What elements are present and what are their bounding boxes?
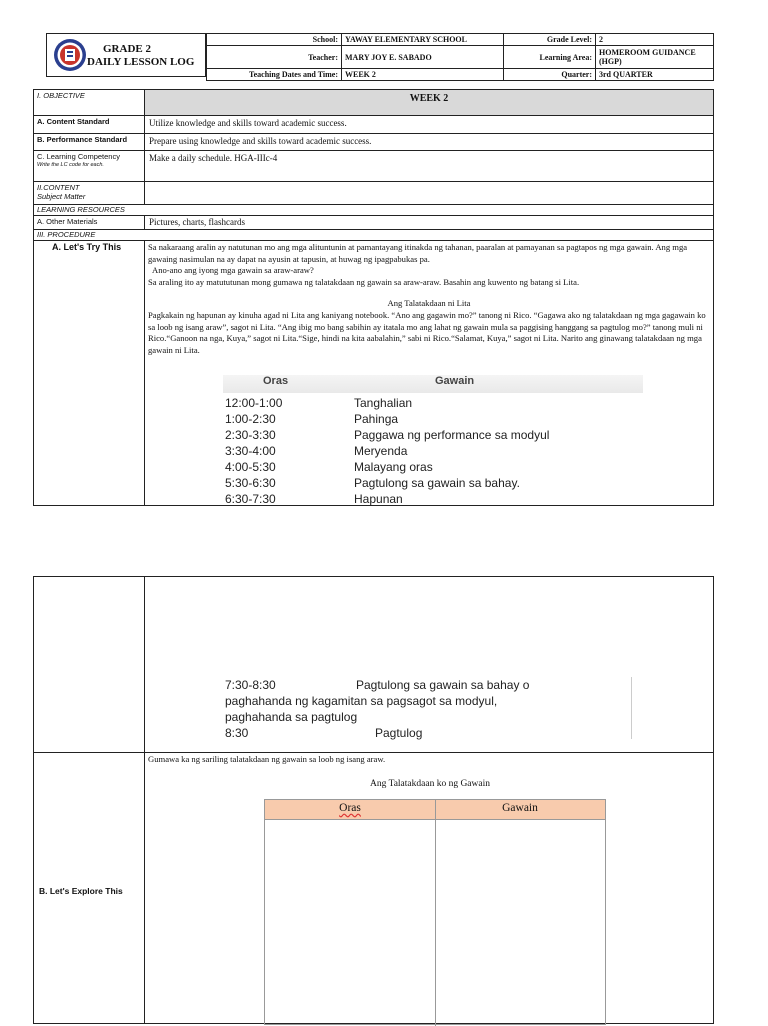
other-materials-label-cell: A. Other Materials — [33, 215, 145, 230]
content-label-cell: II.CONTENT Subject Matter — [33, 181, 145, 205]
schedule-tasks — [354, 395, 644, 506]
quarter-value: 3rd QUARTER — [596, 69, 714, 81]
schedule-task: Meryenda — [354, 444, 408, 458]
objective-label-cell: I. OBJECTIVE — [33, 89, 145, 116]
school-label: School: — [207, 34, 342, 46]
lets-try-question: Ano-ano ang iyong mga gawain sa araw-araw? — [152, 265, 314, 276]
schedule-head-time: Oras — [263, 375, 289, 387]
teacher-value: MARY JOY E. SABADO — [342, 46, 504, 69]
content-standard-label-cell: A. Content Standard — [33, 115, 145, 134]
schedule-time: 4:00-5:30 — [225, 460, 276, 474]
grade-level-label: Grade Level: — [504, 34, 596, 46]
schedule-time: 6:30-7:30 — [225, 492, 276, 506]
schedule-task-evening: Pagtulong sa gawain sa bahay o — [356, 678, 530, 692]
explore-head-task: Gawain — [502, 802, 538, 814]
story-text: Pagkakain ng hapunan ay kinuha agad ni Lita ang kaniyang notebook. “Ano ang gagawin mo?” tanong ni Rico. “Gagawa ako ng talatakdaan ng mga gagawain ko sa loob ng isang araw”, sagot ni Lita. “Ang ibig mo bang sabihin ay itatala mo ang lahat ng gawain mula sa paggising hanggang sa pagtulog mo?” tanong muli ni Rico.“Ganoon na nga, Kuya,” sagot ni Lita.“Sige, hindi na kita aabalahin,” sabi ni Rico.“Salamat, Kuya,” sagot ni Lita. Narito ang ginawang talatakdaan ng mga gawain ni Lita. — [148, 309, 706, 355]
lets-explore-label-cell: B. Let's Explore This — [33, 752, 145, 1024]
schedule-time: 1:00-2:30 — [225, 412, 276, 426]
deped-seal-icon — [53, 38, 87, 72]
schedule-continued — [225, 677, 635, 741]
other-materials-value-cell: Pictures, charts, flashcards — [144, 215, 714, 230]
schedule-task-evening-3: paghahanda sa pagtulog — [225, 710, 358, 724]
learning-area-value: HOMEROOM GUIDANCE (HGP) — [596, 46, 714, 69]
lets-try-lesson: Sa araling ito ay matututunan mong gumawa ng talatakdaan ng gawain sa araw-araw. Basahin ang kuwento ng batang si Lita. — [148, 276, 580, 287]
schedule-time: 2:30-3:30 — [225, 428, 276, 442]
competency-label-cell: C. Learning Competency Write the LC code for each. — [33, 150, 145, 182]
schedule-task-evening-2: paghahanda ng kagamitan sa pagsagot sa modyul, — [225, 694, 498, 708]
lets-try-content-cell — [144, 240, 714, 506]
teacher-label: Teacher: — [207, 46, 342, 69]
schedule-time: 3:30-4:00 — [225, 444, 276, 458]
lets-try-label-cell: A. Let's Try This — [33, 240, 145, 506]
schedule-task: Malayang oras — [354, 460, 433, 474]
schedule-time: 12:00-1:00 — [225, 396, 283, 410]
schedule-times — [225, 395, 345, 506]
explore-title: Ang Talatakdaan ko ng Gawain — [370, 779, 490, 789]
schedule-head-task: Gawain — [435, 375, 475, 387]
schedule-time-evening: 7:30-8:30 — [225, 678, 276, 692]
performance-standard-label-cell: B. Performance Standard — [33, 133, 145, 151]
explore-schedule-table — [264, 799, 606, 1025]
schedule-task: Paggawa ng performance sa modyul — [354, 428, 550, 442]
dates-value: WEEK 2 — [342, 69, 504, 81]
grade-level-value: 2 — [596, 34, 714, 46]
image-edge — [631, 677, 632, 739]
school-value: YAWAY ELEMENTARY SCHOOL — [342, 34, 504, 46]
quarter-label: Quarter: — [504, 69, 596, 81]
lets-try-continued-label-cell — [33, 576, 145, 753]
schedule-time: 5:30-6:30 — [225, 476, 276, 490]
procedure-row: III. PROCEDURE — [33, 229, 714, 241]
explore-instruction: Gumawa ka ng sariling talatakdaan ng gawain sa loob ng isang araw. — [148, 754, 386, 764]
content-value-cell — [144, 181, 714, 205]
log-title: DAILY LESSON LOG — [87, 56, 195, 68]
lets-explore-content-cell — [144, 752, 714, 1024]
lets-try-intro: Sa nakaraang aralin ay natutunan mo ang mga alituntunin at pamantayang itinakda ng tahanan, paaralan at pamayanan sa pagtapos ng mga gawain. Ang mga gawaing nasimulan na ay dapat na ayusin at tapusin, at huwag ng ipagpabukas pa. — [148, 242, 688, 264]
schedule-task: Pagtulong sa gawain sa bahay. — [354, 476, 520, 490]
schedule-time-night: 8:30 — [225, 726, 249, 740]
explore-table-divider — [435, 800, 436, 1026]
schedule-task-night: Pagtulog — [375, 726, 423, 740]
explore-head-time: Oras — [339, 802, 361, 814]
learning-area-label: Learning Area: — [504, 46, 596, 69]
schedule-task: Pahinga — [354, 412, 399, 426]
lita-schedule-image — [223, 371, 643, 506]
schedule-task: Tanghalian — [354, 396, 413, 410]
lets-try-continued-cell — [144, 576, 714, 753]
competency-value-cell: Make a daily schedule. HGA-IIIc-4 — [144, 150, 714, 182]
header-info-table — [206, 33, 714, 81]
grade-title: GRADE 2 — [103, 43, 151, 55]
performance-standard-value-cell: Prepare using knowledge and skills toward academic success. — [144, 133, 714, 151]
header-title-box — [46, 33, 206, 77]
schedule-task: Hapunan — [354, 492, 403, 506]
story-title: Ang Talatakdaan ni Lita — [387, 298, 471, 309]
content-standard-value-cell: Utilize knowledge and skills toward academic success. — [144, 115, 714, 134]
week-header-cell: WEEK 2 — [144, 89, 714, 116]
dates-label: Teaching Dates and Time: — [207, 69, 342, 81]
resources-row: LEARNING RESOURCES — [33, 204, 714, 216]
